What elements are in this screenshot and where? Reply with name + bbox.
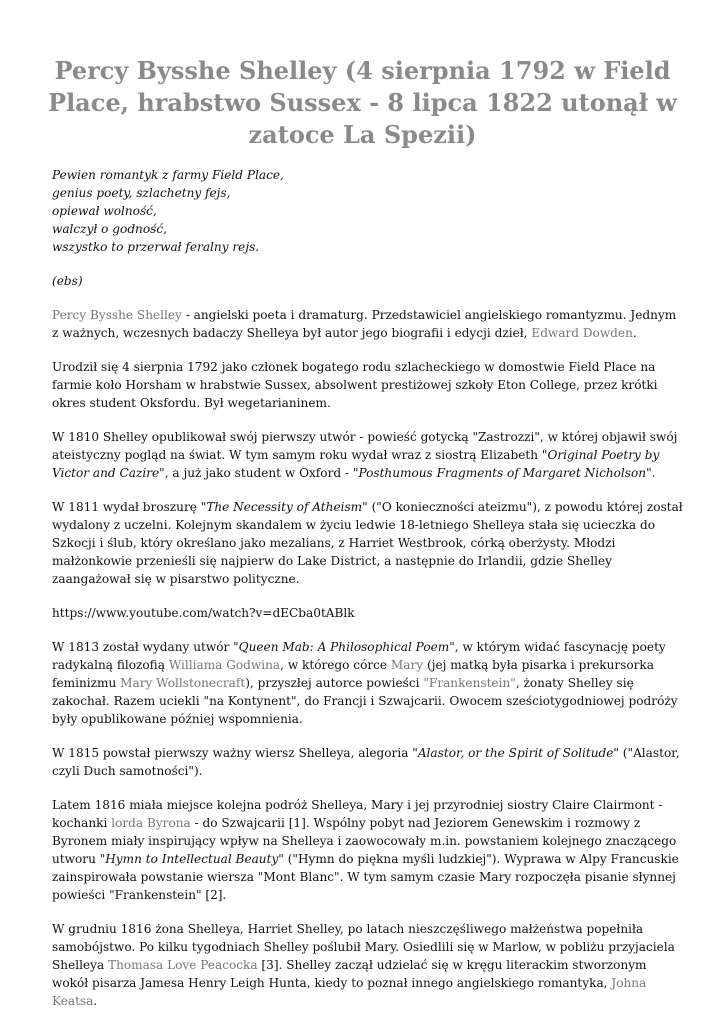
page-title: Percy Bysshe Shelley (4 sierpnia 1792 w Field Place, hrabstwo Sussex - 8 lipca 1822 utonął w zatoce La Spezii)	[48, 56, 677, 149]
link-lord-byron[interactable]: lorda Byrona	[111, 816, 191, 830]
limerick-poem	[52, 166, 685, 256]
link-william-godwin[interactable]: Williama Godwina	[168, 658, 281, 672]
link-edward-dowden[interactable]: Edward Dowden	[531, 326, 633, 340]
paragraph-1816-december: W grudniu 1816 żona Shelleya, Harriet Shelley, po latach nieszczęśliwego małżeństwa popełniła samobójstwo. Po kilku tygodniach Shelley poślubił Mary. Osiedlili się w Marlow, w pobliżu przyjaciela Shelleya Thomasa Love Peacocka [3]. Shelley zaczął udzielać się w kręgu literackim stworzonym wokół pisarza Jamesa Henry Leigh Hunta, kiedy to poznał innego angielskiego romantyka, Johna Keatsa.	[52, 922, 675, 1008]
paragraph-1813: W 1813 został wydany utwór "Queen Mab: A Philosophical Poem", w którym widać fascynację poety radykalną filozofią Williama Godwina, w którego córce Mary (jej matką była pisarka i prekursorka feminizmu Mary Wollstonecraft), przyszłej autorce powieści "Frankenstein", żonaty Shelley się zakochał. Razem uciekli "na Kontynent", do Francji i Szwajcarii. Owocem sześciotygodniowej podróży były opublikowane później wspomnienia.	[52, 640, 678, 726]
link-mary[interactable]: Mary	[390, 658, 424, 672]
paragraph-1816-summer: Latem 1816 miała miejsce kolejna podróż Shelleya, Mary i jej przyrodniej siostry Claire Clairmont - kochanki lorda Byrona - do Szwajcarii [1]. Wspólny pobyt nad Jeziorem Genewskim i rozmowy z Byronem miały inspirujący wpływ na Shelleya i zaowocowały m.in. powstaniem kolejnego znaczącego utworu "Hymn to Intellectual Beauty" ("Hymn do piękna myśli ludzkiej"). Wyprawa w Alpy Francuskie zainspirowała powstanie wiersza "Mont Blanc". W tym samym czasie Mary rozpoczęła pisanie słynnej powieści "Frankenstein" [2].	[52, 798, 679, 902]
paragraph-birth: Urodził się 4 sierpnia 1792 jako członek bogatego rodu szlacheckiego w domostwie Field Place na farmie koło Horsham w hrabstwie Sussex, absolwent prestiżowej szkoły Eton College, przez krótki okres student Oksfordu. Był wegetarianinem.	[52, 360, 658, 410]
paragraph-1811: W 1811 wydał broszurę "The Necessity of Atheism" ("O konieczności ateizmu"), z powodu której został wydalony z uczelni. Kolejnym skandalem w życiu ledwie 18-letniego Shelleya stała się ucieczka do Szkocji i ślub, który określano jako mezalians, z Harriet Westbrook, córką oberżysty. Młodzi małżonkowie przenieśli się najpierw do Lake District, a następnie do Irlandii, gdzie Shelley zaangażował się w pisarstwo polityczne.	[52, 500, 683, 586]
link-thomas-love-peacock[interactable]: Thomasa Love Peacocka	[108, 958, 258, 972]
poem-line: opiewał wolność,	[52, 204, 157, 218]
paragraph-1815: W 1815 powstał pierwszy ważny wiersz Shelleya, alegoria "Alastor, or the Spirit of Solitude" ("Alastor, czyli Duch samotności").	[52, 746, 680, 778]
paragraph-1810: W 1810 Shelley opublikował swój pierwszy utwór - powieść gotycką "Zastrozzi", w której objawił swój ateistyczny pogląd na świat. W tym samym roku wydał wraz z siostrą Elizabeth "Original Poetry by Victor and Cazire", a już jako student w Oxford - "Posthumous Fragments of Margaret Nicholson".	[52, 430, 678, 480]
poem-line: walczył o godność,	[52, 222, 167, 236]
link-mary-wollstonecraft[interactable]: Mary Wollstonecraft	[120, 676, 246, 690]
link-frankenstein[interactable]: "Frankenstein"	[423, 676, 516, 690]
paragraph-youtube-url: https://www.youtube.com/watch?v=dECba0tABlk	[52, 606, 355, 620]
poem-line: wszystko to przerwał feralny rejs.	[52, 240, 260, 254]
poem-signature: (ebs)	[52, 274, 83, 288]
link-john-keats[interactable]: Johna Keatsa	[52, 976, 647, 1008]
link-percy-bysshe-shelley[interactable]: Percy Bysshe Shelley	[52, 308, 182, 322]
article-body	[52, 166, 685, 1026]
poem-line: Pewien romantyk z farmy Field Place,	[52, 168, 284, 182]
paragraph-intro: Percy Bysshe Shelley - angielski poeta i dramaturg. Przedstawiciel angielskiego romantyzmu. Jednym z ważnych, wczesnych badaczy Shelleya był autor jego biografii i edycji dzieł, Edward Dowden.	[52, 308, 677, 340]
poem-line: genius poety, szlachetny fejs,	[52, 186, 231, 200]
